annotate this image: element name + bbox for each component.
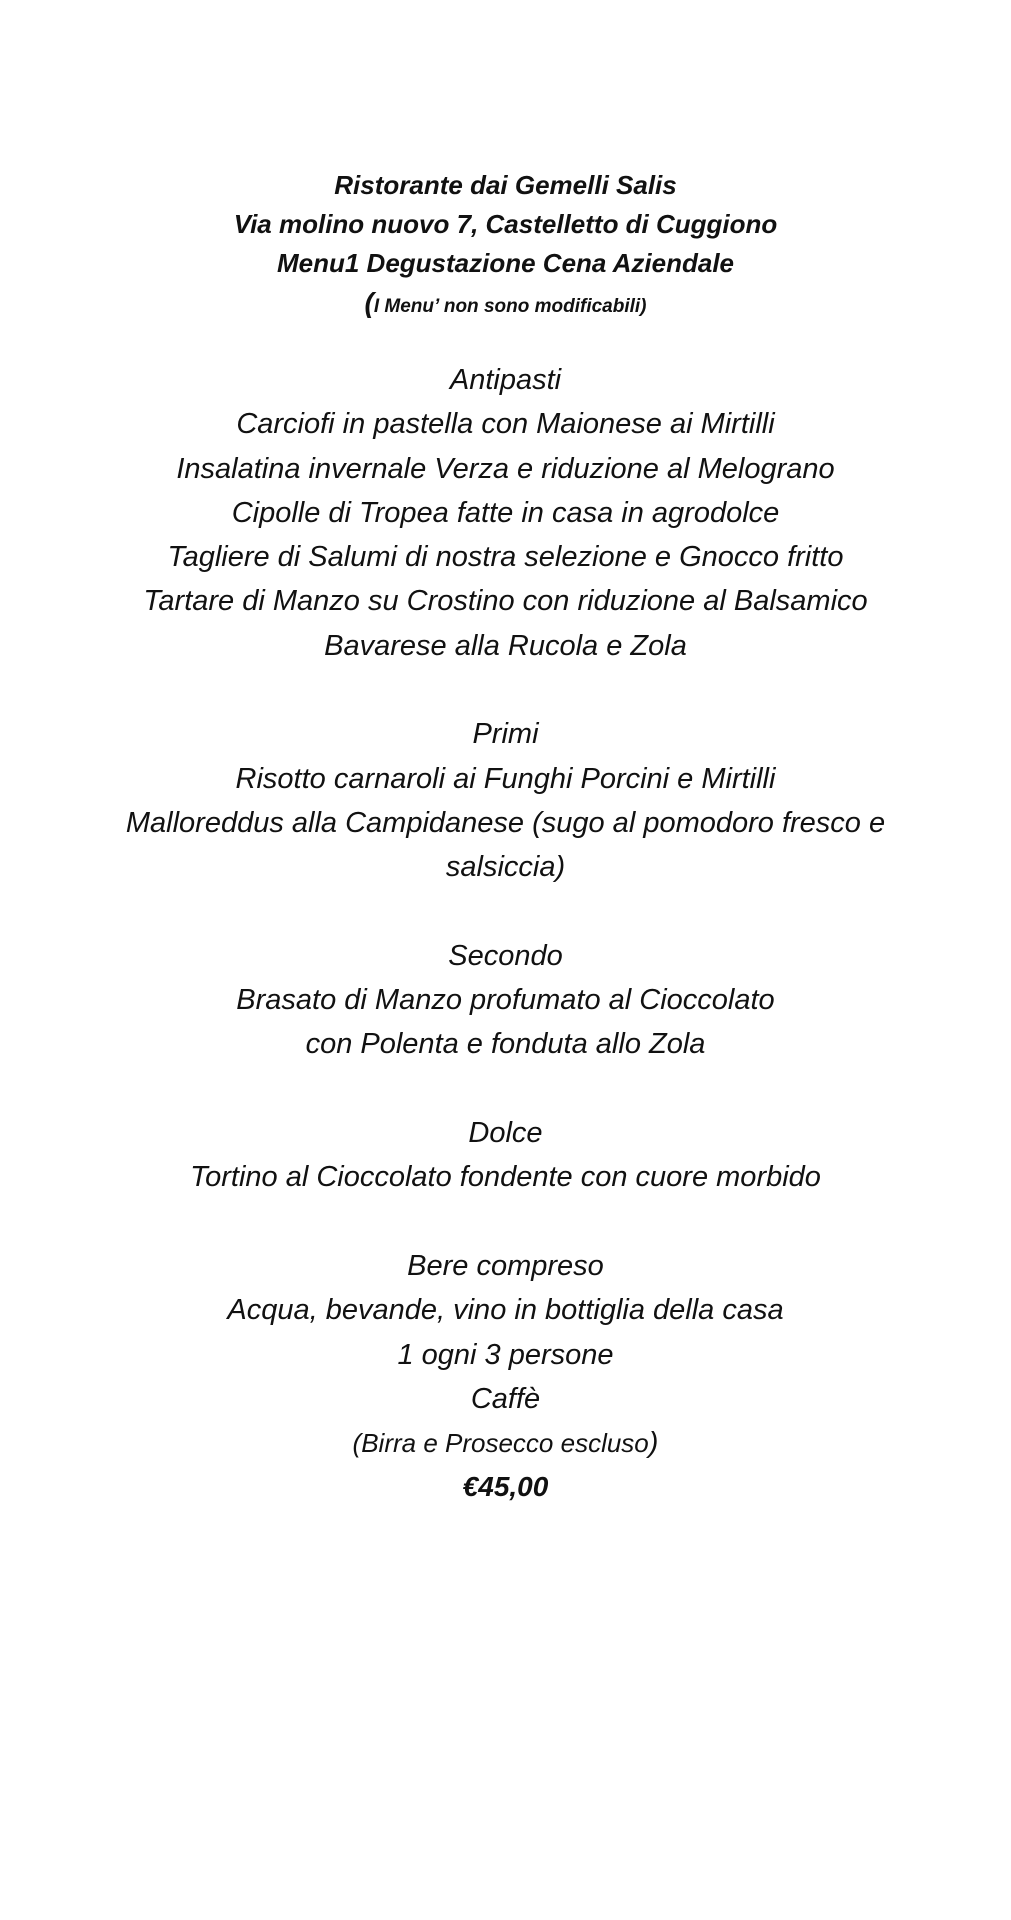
restaurant-name: Ristorante dai Gemelli Salis [334,170,677,200]
dish-item: Brasato di Manzo profumato al Cioccolato [236,984,775,1017]
dish-item: Bavarese alla Rucola e Zola [324,629,687,662]
dish-item: Risotto carnaroli ai Funghi Porcini e Mirtilli [235,762,776,795]
section-primi [0,712,1011,889]
section-title-bere: Bere compreso [407,1249,604,1282]
menu-title: Menu1 Degustazione Cena Aziendale [276,248,735,278]
section-title-secondo: Secondo [448,939,563,972]
menu-note-text: I Menu’ non sono modificabili) [373,296,647,317]
menu-header [0,166,1011,326]
menu-body [0,358,1011,1510]
section-title-antipasti: Antipasti [449,364,562,396]
section-title-dolce: Dolce [468,1117,543,1150]
excluded-note-close-paren: ) [648,1427,659,1460]
section-antipasti [0,358,1011,668]
section-title-primi: Primi [472,718,539,751]
menu-note [0,283,1011,326]
excluded-note [0,1421,1011,1465]
dish-item: Tartare di Manzo su Crostino con riduzione al Balsamico [143,585,868,618]
menu-price: €45,00 [462,1471,549,1503]
menu-note-open-paren: ( [364,287,374,318]
section-bere [0,1244,1011,1510]
drink-item: Acqua, bevande, vino in bottiglia della casa [227,1294,784,1327]
section-dolce [0,1111,1011,1200]
dish-item: con Polenta e fonduta allo Zola [305,1028,706,1061]
dish-item: Tagliere di Salumi di nostra selezione e Gnocco fritto [167,541,844,574]
restaurant-address: Via molino nuovo 7, Castelletto di Cuggiono [233,209,778,239]
drink-item: 1 ogni 3 persone [397,1338,614,1371]
dish-item: Carciofi in pastella con Maionese ai Mirtilli [236,408,775,441]
dish-item: Malloreddus alla Campidanese (sugo al pomodoro fresco e salsiccia) [125,806,886,884]
dish-item: Cipolle di Tropea fatte in casa in agrodolce [231,496,780,529]
dish-item: Tortino al Cioccolato fondente con cuore morbido [190,1161,821,1194]
section-secondo [0,934,1011,1067]
dish-item: Insalatina invernale Verza e riduzione al Melograno [176,452,835,485]
drink-item: Caffè [470,1382,541,1415]
excluded-note-text: (Birra e Prosecco escluso [352,1428,649,1459]
